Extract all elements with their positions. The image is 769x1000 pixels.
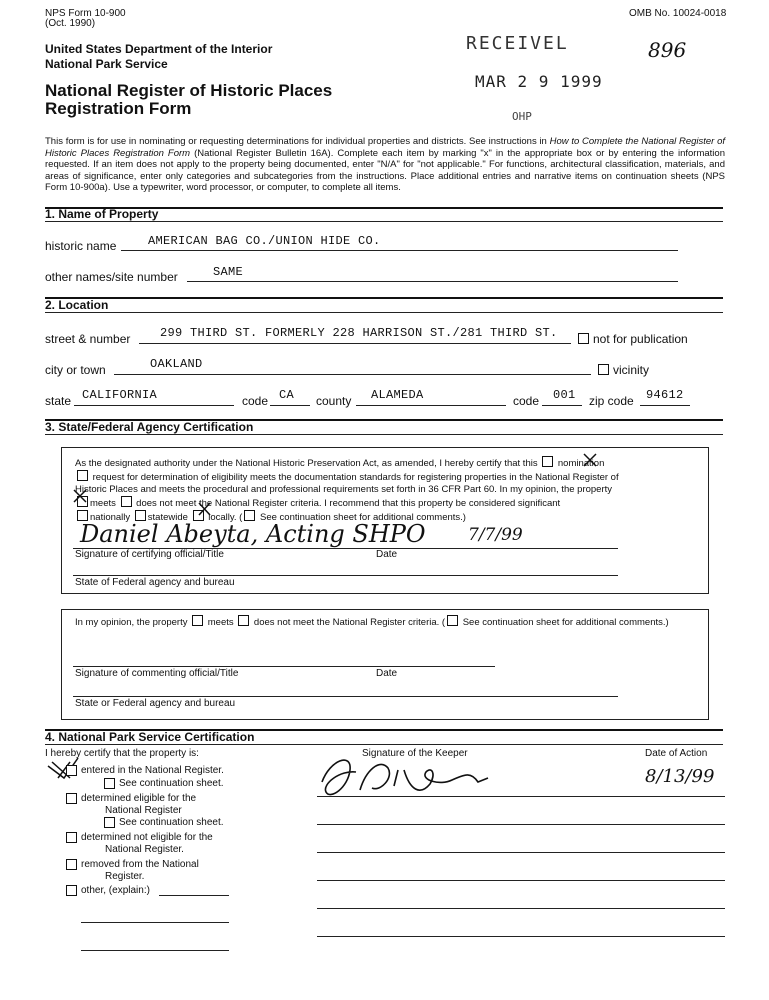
vicinity-label: vicinity bbox=[613, 363, 650, 377]
other-names-label: other names/site number bbox=[45, 270, 178, 284]
certifying-signature-label: Signature of certifying official/Title bbox=[75, 549, 224, 560]
historic-name-value[interactable]: AMERICAN BAG CO./UNION HIDE CO. bbox=[148, 234, 381, 248]
other-names-value[interactable]: SAME bbox=[213, 265, 244, 279]
entered-label: entered in the National Register. bbox=[81, 765, 224, 776]
section-4-heading: 4. National Park Service Certification bbox=[45, 730, 255, 744]
county-label: county bbox=[316, 394, 352, 408]
zip-label: zip code bbox=[589, 394, 634, 408]
certifying-agency-label: State of Federal agency and bureau bbox=[75, 577, 235, 588]
removed-label: removed from the National bbox=[81, 859, 199, 870]
city-value[interactable]: OAKLAND bbox=[150, 357, 203, 371]
county-value[interactable]: ALAMEDA bbox=[371, 388, 424, 402]
keeper-signature-label: Signature of the Keeper bbox=[362, 748, 468, 759]
date-of-action-label: Date of Action bbox=[645, 748, 708, 759]
determined-eligible-label-2: National Register bbox=[105, 805, 182, 816]
historic-name-label: historic name bbox=[45, 239, 117, 253]
commenting-agency-label: State or Federal agency and bureau bbox=[75, 698, 236, 709]
section-3-heading: 3. State/Federal Agency Certification bbox=[45, 420, 254, 434]
certify-statement: I hereby certify that the property is: bbox=[45, 748, 199, 759]
eligible-continuation-label: See continuation sheet. bbox=[119, 817, 224, 828]
determined-not-eligible-label-2: National Register. bbox=[105, 844, 184, 855]
agency-line-1: United States Department of the Interior bbox=[45, 42, 273, 56]
commenting-signature-label: Signature of commenting official/Title bbox=[75, 668, 239, 679]
form-title-line-1: National Register of Historic Places bbox=[45, 81, 333, 100]
removed-label-2: Register. bbox=[105, 871, 145, 882]
intro-paragraph: This form is for use in nominating or requesting determinations for individual properties and districts. See instructions in How to Complete the National Register of Historic Places Registration Form (National Register Bulletin 16A). Complete each item by marking "x" in the appropriate box or by entering the information requested. If an item does not apply to the property being documented, enter "N/A" for "not applicable." For functions, architectural classification, materials, and areas of significance, enter only categories and subcategories from the instructions. Place additional entries and narrative items on continuation sheets (NPS Form 10-900a). Use a typewriter, word processor, or computer, to complete all items. bbox=[45, 136, 726, 193]
ohp-stamp: OHP bbox=[512, 110, 532, 123]
county-code-label: code bbox=[513, 394, 540, 408]
handwritten-number: 896 bbox=[648, 38, 687, 62]
zip-value[interactable]: 94612 bbox=[646, 388, 684, 402]
county-code-value[interactable]: 001 bbox=[553, 388, 576, 402]
form-date: (Oct. 1990) bbox=[45, 18, 96, 29]
not-for-publication-label: not for publication bbox=[593, 332, 688, 346]
state-label: state bbox=[45, 394, 72, 408]
omb-number: OMB No. 10024-0018 bbox=[629, 8, 727, 19]
form-title-line-2: Registration Form bbox=[45, 99, 192, 118]
received-stamp-date: MAR 2 9 1999 bbox=[475, 72, 603, 91]
section-2-heading: 2. Location bbox=[45, 298, 109, 312]
determined-eligible-label: determined eligible for the bbox=[81, 793, 197, 804]
other-label: other, (explain:) bbox=[81, 885, 150, 896]
opinion-text: In my opinion, the property meets does not meet the National Register criteria. ( See continuation sheet for additional comments.) bbox=[75, 617, 669, 628]
state-value[interactable]: CALIFORNIA bbox=[82, 388, 158, 402]
street-label: street & number bbox=[45, 332, 131, 346]
entered-continuation-label: See continuation sheet. bbox=[119, 778, 224, 789]
state-code-value[interactable]: CA bbox=[279, 388, 295, 402]
date-of-action-hand: 8/13/99 bbox=[645, 766, 715, 787]
certifying-date-label: Date bbox=[376, 549, 398, 560]
received-stamp: RECEIVEL bbox=[466, 33, 569, 54]
state-code-label: code bbox=[242, 394, 269, 408]
street-value[interactable]: 299 THIRD ST. FORMERLY 228 HARRISON ST./281 THIRD ST. bbox=[160, 326, 558, 340]
commenting-date-label: Date bbox=[376, 668, 398, 679]
section-1-heading: 1. Name of Property bbox=[45, 207, 159, 221]
certifying-date-hand: 7/7/99 bbox=[468, 525, 523, 545]
certification-text: As the designated authority under the National Historic Preservation Act, as amended, I hereby certify that this nomination request for determination of eligibility meets the documentation standards for registering properties in the National Register of Historic Places and meets the procedural and professional requirements set forth in 36 CFR Part 60. In my opinion, the property meets does not meet the National Register criteria. I recommend that this property be considered significant nationally statewide locally. ( See continuation sheet for additional comments.) bbox=[75, 458, 619, 523]
certifying-signature: Daniel Abeyta, Acting SHPO bbox=[80, 520, 426, 548]
form-number: NPS Form 10-900 bbox=[45, 8, 126, 19]
city-label: city or town bbox=[45, 363, 106, 377]
determined-not-eligible-label: determined not eligible for the bbox=[81, 832, 213, 843]
agency-line-2: National Park Service bbox=[45, 57, 168, 71]
